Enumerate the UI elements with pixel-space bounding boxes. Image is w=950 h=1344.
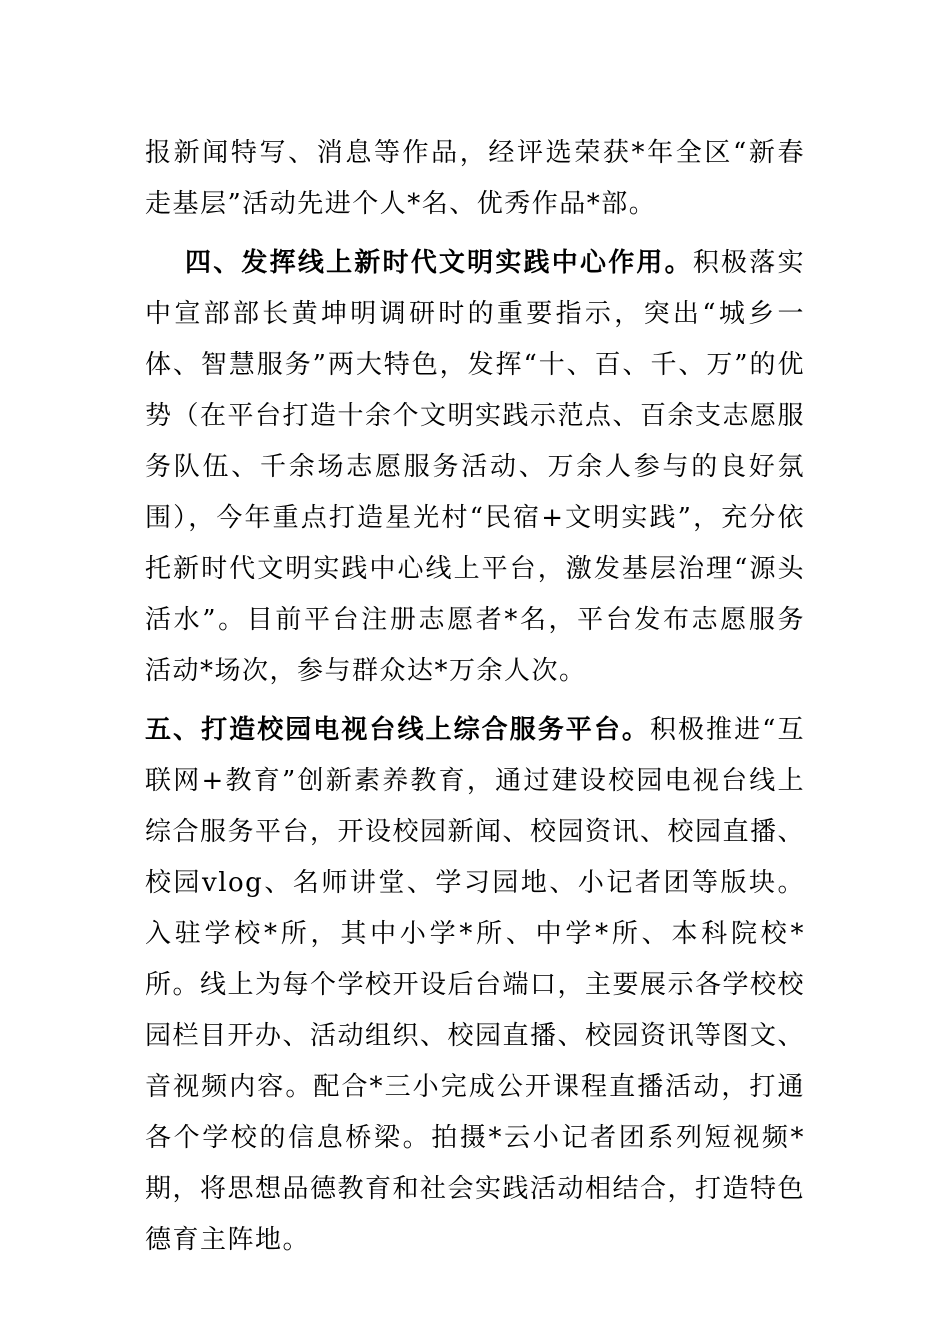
section-5-heading: 五、打造校园电视台线上综合服务平台。	[145, 715, 650, 745]
section-4-text: 积极落实中宣部部长黄坤明调研时的重要指示，突出“城乡一体、智慧服务”两大特色，发挥“十、百、千、万”的优势（在平台打造十余个文明实践示范点、百余支志愿服务队伍、千余场志愿服务活动、万余人参与的良好氛围），今年重点打造星光村“民宿+文明实践”，充分依托新时代文明实践中心线上平台，激发基层治理“源头活水”。目前平台注册志愿者*名，平台发布志愿服务活动*场次，参与群众达*万余人次。	[145, 248, 806, 686]
paragraph-text: 报新闻特写、消息等作品，经评选荣获*年全区“新春走基层”活动先进个人*名、优秀作品*部。	[145, 138, 805, 219]
paragraph-continued	[145, 128, 805, 230]
paragraph-section-4	[145, 238, 805, 697]
section-5-text: 积极推进“互联网+教育”创新素养教育，通过建设校园电视台线上综合服务平台，开设校园新闻、校园资讯、校园直播、校园vlog、名师讲堂、学习园地、小记者团等版块。入驻学校*所，其中小学*所、中学*所、本科院校*所。线上为每个学校开设后台端口，主要展示各学校校园栏目开办、活动组织、校园直播、校园资讯等图文、音视频内容。配合*三小完成公开课程直播活动，打通各个学校的信息桥梁。拍摄*云小记者团系列短视频*期，将思想品德教育和社会实践活动相结合，打造特色德育主阵地。	[145, 715, 806, 1255]
section-4-heading: 四、发挥线上新时代文明实践中心作用。	[185, 248, 693, 278]
paragraph-section-5	[145, 705, 805, 1266]
document-body	[145, 128, 805, 1266]
